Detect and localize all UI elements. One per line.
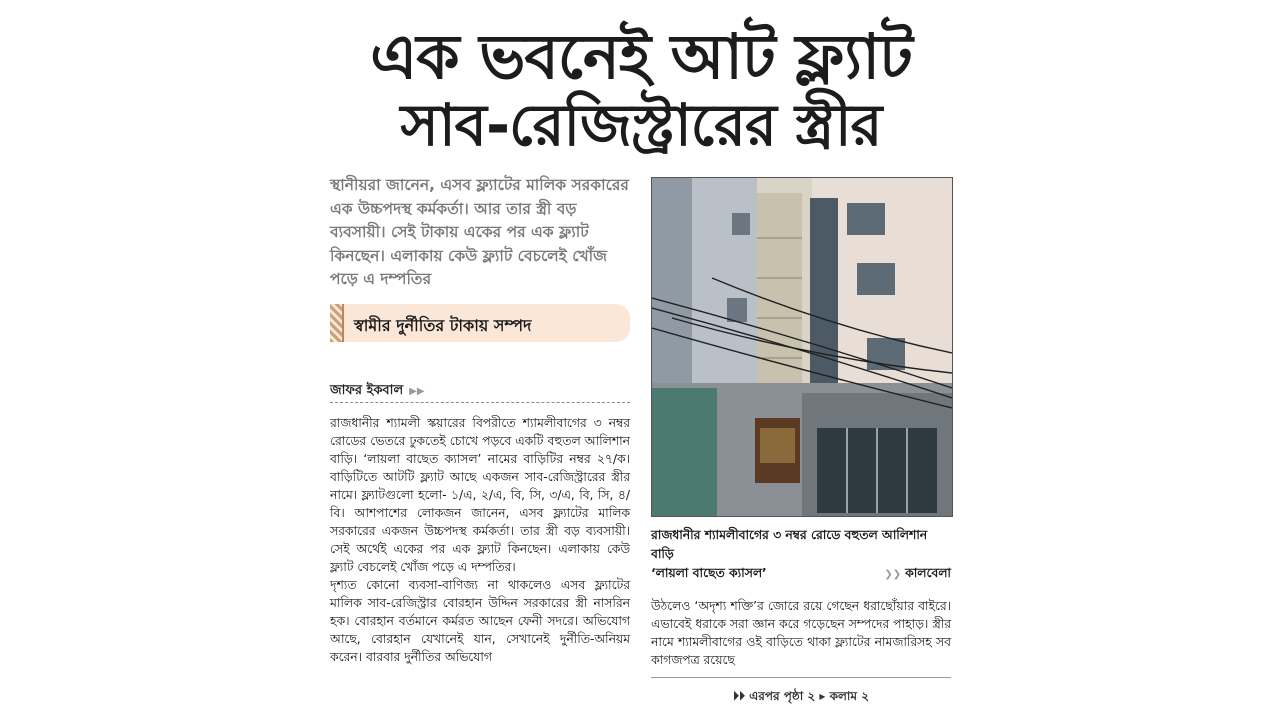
headline-line-2: সাব-রেজিস্ট্রারের স্ত্রীর [400,91,882,159]
fast-forward-icon: ⏵⏵ [732,689,750,703]
tag-divider [342,304,344,342]
tag-pattern-icon [330,304,342,342]
headline-line-1: এক ভবনেই আট ফ্ল্যাট [370,20,912,93]
column-end-rule [651,677,951,678]
continued-text: এরপর পৃষ্ঠা ২ ▸ কলাম ২ [749,689,870,703]
caption-line-1: রাজধানীর শ্যামলীবাগের ৩ নম্বর রোডে বহুতল আলিশান বাড়ি [651,528,928,561]
building-illustration [652,178,952,516]
double-arrow-icon: ▶▶ [409,386,425,397]
article-column-2: উঠলেও ‘অদৃশ্য শক্তি’র জোরে রয়ে গেছেন ধরাছোঁয়ার বাইরে। এভাবেই ধরাকে সরা জ্ঞান করে গড়েছেন সম্পদের পাহাড়। স্ত্রীর নামে শ্যামলীবাগের ওই বাড়িতে থাকা ফ্ল্যাটের নামজারিসহ সব কাগজপত্র রয়েছে [651,599,951,667]
section-tag [330,304,630,342]
building-photo [651,177,953,517]
section-tag-label: স্বামীর দুর্নীতির টাকায় সম্পদ [354,316,532,335]
double-arrow-icon: ❯❯ [884,569,902,580]
byline-divider [330,402,630,403]
byline [330,381,425,402]
caption-line-2: ‘লায়লা বাছেত ক্যাসল’ [651,566,767,580]
photo-credit: কালবেলা [905,566,951,580]
article-column-1 [330,414,630,666]
continued-note [651,688,951,708]
photo-caption [651,526,951,584]
author-name: জাফর ইকবাল [330,383,404,398]
article-paragraph-2: দৃশ্যত কোনো ব্যবসা-বাণিজ্য না থাকলেও এসব ফ্ল্যাটের মালিক সাব-রেজিস্ট্রার বোরহান উদ্দিন সরকারের স্ত্রী নাসরিন হক। বোরহান বর্তমানে কর্মরত আছেন ফেনী সদরে। অভিযোগ আছে, বোরহান যেখানেই যান, সেখানেই দুর্নীতি-অনিয়ম করেন। বারবার দুর্নীতির অভিযোগ [330,578,630,664]
article-paragraph-1: রাজধানীর শ্যামলী স্কয়ারের বিপরীতে শ্যামলীবাগের ৩ নম্বর রোডের ভেতরে ঢুকতেই চোখে পড়বে একটি বহুতল আলিশান বাড়ি। ‘লায়লা বাছেত ক্যাসল’ নামের বাড়িটির নম্বর ২৭/ক। বাড়িটিতে আটটি ফ্ল্যাট আছে একজন সাব-রেজিস্ট্রারের স্ত্রীর নামে। ফ্ল্যাটগুলো হলো- ১/এ, ২/এ, বি, সি, ৩/এ, বি, সি, ৪/বি। আশপাশের লোকজন জানেন, এসব ফ্ল্যাটের মালিক সরকারের একজন উচ্চপদস্থ কর্মকর্তা। তার স্ত্রী বড় ব্যবসায়ী। সেই অর্থেই একের পর এক ফ্ল্যাট কিনছেন। এলাকায় কেউ ফ্ল্যাট বেচলেই খোঁজ পড়ে এ দম্পতির। [330,416,630,574]
lead-paragraph: স্থানীয়রা জানেন, এসব ফ্ল্যাটের মালিক সরকারের এক উচ্চপদস্থ কর্মকর্তা। আর তার স্ত্রী বড় ব্যবসায়ী। সেই টাকায় একের পর এক ফ্ল্যাট কিনছেন। এলাকায় কেউ ফ্ল্যাট বেচলেই খোঁজ পড়ে এ দম্পতির [330,176,629,288]
